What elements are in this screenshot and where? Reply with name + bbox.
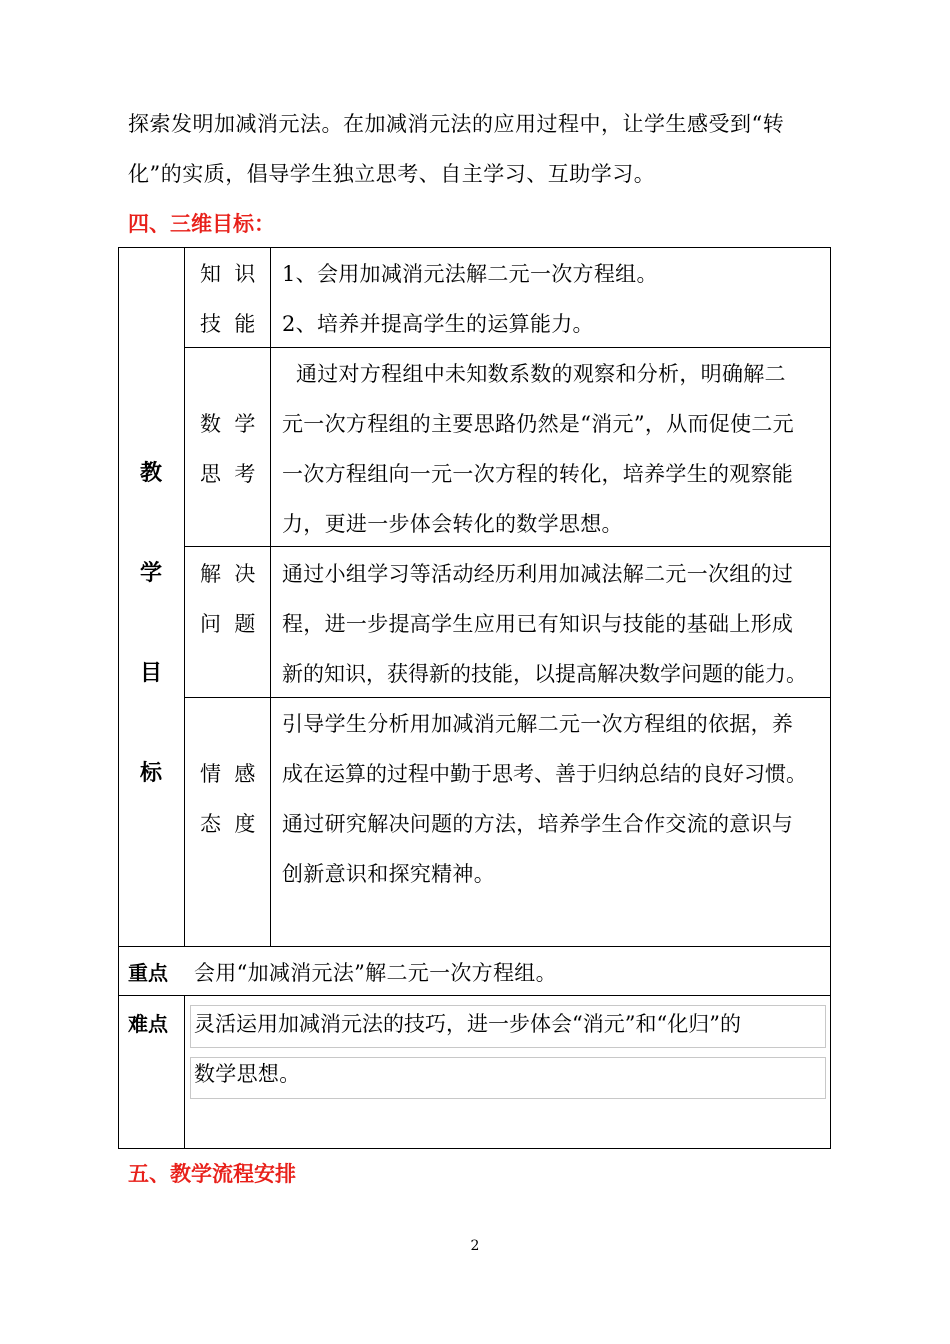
key-point-text: 会用“加减消元法”解二元一次方程组。 [194,961,557,985]
attitude-line-4: 创新意识和探究精神。 [282,862,495,886]
table-divider-h5 [118,995,831,996]
problem-line-2: 程，进一步提高学生应用已有知识与技能的基础上形成 [282,612,794,636]
key-point-label: 重点 [128,961,168,985]
table-border-right [830,247,831,1149]
table-divider-v1 [184,247,185,946]
row-label-problem-1: 解 决 [200,562,256,586]
section-5-title: 五、教学流程安排 [128,1162,296,1186]
difficulty-line-1: 灵活运用加减消元法的技巧，进一步体会“消元”和“化归”的 [194,1012,741,1036]
math-line-4: 力，更进一步体会转化的数学思想。 [282,512,623,536]
table-divider-h1a [184,347,270,348]
attitude-line-1: 引导学生分析用加减消元解二元一次方程组的依据，养 [282,712,794,736]
intro-line-1: 探索发明加减消元法。在加减消元法的应用过程中，让学生感受到“转 [128,112,785,136]
difficulty-label: 难点 [128,1012,168,1036]
row-label-knowledge-1: 知 识 [200,262,256,286]
row-label-problem-2: 问 题 [200,612,256,636]
intro-line-2: 化”的实质，倡导学生独立思考、自主学习、互助学习。 [128,162,656,186]
table-divider-h2 [184,546,831,547]
row-label-attitude-2: 态 度 [200,812,256,836]
knowledge-line-2: 2、培养并提高学生的运算能力。 [282,312,594,336]
table-divider-v3 [184,995,185,1149]
side-label-char-4: 标 [140,761,163,786]
section-4-title: 四、三维目标： [128,212,275,236]
table-divider-h3 [184,697,831,698]
side-label-char-3: 目 [140,661,163,686]
table-border-bottom [118,1148,831,1149]
row-label-math-2: 思 考 [200,462,256,486]
math-line-2: 元一次方程组的主要思路仍然是“消元”，从而促使二元 [282,412,794,436]
table-border-top [118,247,831,248]
problem-line-1: 通过小组学习等活动经历利用加减法解二元一次组的过 [282,562,794,586]
side-label-char-2: 学 [140,561,163,586]
row-label-knowledge-2: 技 能 [200,312,256,336]
row-label-math-1: 数 学 [200,412,256,436]
math-line-3: 一次方程组向一元一次方程的转化，培养学生的观察能 [282,462,794,486]
side-label-char-1: 教 [140,461,163,486]
attitude-line-3: 通过研究解决问题的方法，培养学生合作交流的意识与 [282,812,794,836]
attitude-line-2: 成在运算的过程中勤于思考、善于归纳总结的良好习惯。 [282,762,807,786]
table-border-left [118,247,119,1149]
knowledge-line-1: 1、会用加减消元法解二元一次方程组。 [282,262,658,286]
table-divider-h1b [270,347,831,348]
table-divider-v2 [270,247,271,946]
problem-line-3: 新的知识，获得新的技能，以提高解决数学问题的能力。 [282,662,807,686]
page-number: 2 [470,1238,480,1254]
table-divider-h4 [118,946,831,947]
row-label-attitude-1: 情 感 [200,762,256,786]
math-line-1: 通过对方程组中未知数系数的观察和分析，明确解二 [282,362,786,386]
difficulty-line-2: 数学思想。 [194,1062,301,1086]
